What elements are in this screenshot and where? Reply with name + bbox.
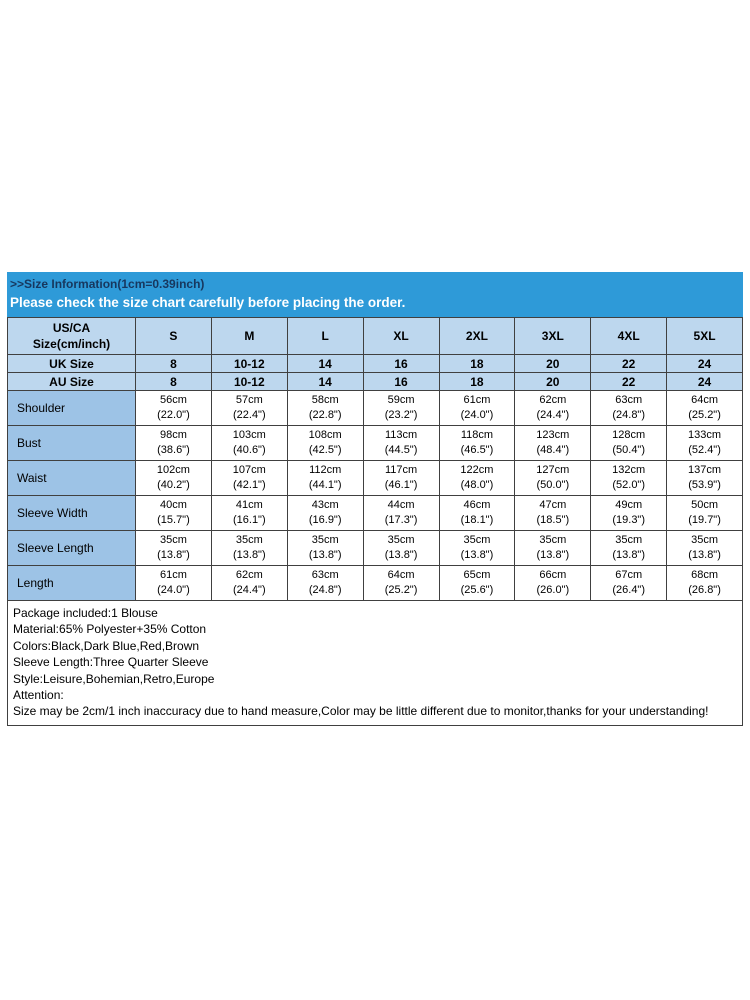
measurement-value-cell: 123cm (48.4") [515, 426, 591, 461]
measurement-label: Waist [8, 461, 136, 496]
measurement-value-cell: 43cm (16.9") [287, 496, 363, 531]
region-size-value: 24 [667, 355, 743, 373]
measurement-value-cell: 113cm (44.5") [363, 426, 439, 461]
measurement-value-cell: 68cm (26.8") [667, 566, 743, 601]
measurement-value-cell: 35cm (13.8") [211, 531, 287, 566]
measurement-value-cell: 122cm (48.0") [439, 461, 515, 496]
region-size-value: 24 [667, 373, 743, 391]
region-size-value: 22 [591, 373, 667, 391]
measurement-row [8, 496, 743, 531]
measurement-value-cell: 62cm (24.4") [515, 391, 591, 426]
region-size-value: 8 [136, 355, 212, 373]
measurement-value-cell: 62cm (24.4") [211, 566, 287, 601]
measurement-value-cell: 128cm (50.4") [591, 426, 667, 461]
size-column-header: M [211, 318, 287, 355]
measurement-value-cell: 59cm (23.2") [363, 391, 439, 426]
region-size-value: 8 [136, 373, 212, 391]
size-column-header: 5XL [667, 318, 743, 355]
measurement-value-cell: 41cm (16.1") [211, 496, 287, 531]
region-size-label: UK Size [8, 355, 136, 373]
measurement-value-cell: 108cm (42.5") [287, 426, 363, 461]
size-table [7, 317, 743, 601]
measurement-value-cell: 50cm (19.7") [667, 496, 743, 531]
measurement-value-cell: 61cm (24.0") [439, 391, 515, 426]
measurement-value-cell: 118cm (46.5") [439, 426, 515, 461]
size-column-header: XL [363, 318, 439, 355]
size-column-header: 3XL [515, 318, 591, 355]
region-size-value: 20 [515, 355, 591, 373]
measurement-label: Sleeve Length [8, 531, 136, 566]
size-header-row [8, 318, 743, 355]
measurement-value-cell: 44cm (17.3") [363, 496, 439, 531]
measurement-value-cell: 57cm (22.4") [211, 391, 287, 426]
measurement-value-cell: 35cm (13.8") [136, 531, 212, 566]
measurement-label: Shoulder [8, 391, 136, 426]
region-size-value: 20 [515, 373, 591, 391]
measurement-value-cell: 64cm (25.2") [363, 566, 439, 601]
measurement-value-cell: 35cm (13.8") [363, 531, 439, 566]
region-size-value: 14 [287, 373, 363, 391]
measurement-row [8, 566, 743, 601]
measurement-row [8, 461, 743, 496]
measurement-label: Bust [8, 426, 136, 461]
measurement-value-cell: 47cm (18.5") [515, 496, 591, 531]
attention-label: Attention: [13, 688, 64, 703]
measurement-value-cell: 132cm (52.0") [591, 461, 667, 496]
measurement-row [8, 391, 743, 426]
measurement-value-cell: 56cm (22.0") [136, 391, 212, 426]
region-size-label: AU Size [8, 373, 136, 391]
region-size-value: 16 [363, 373, 439, 391]
product-details [7, 601, 743, 726]
measurement-value-cell: 35cm (13.8") [591, 531, 667, 566]
measurement-value-cell: 63cm (24.8") [591, 391, 667, 426]
au-size-row [8, 373, 743, 391]
measurement-label: Sleeve Width [8, 496, 136, 531]
measurement-value-cell: 35cm (13.8") [439, 531, 515, 566]
size-check-warning: Please check the size chart carefully before placing the order. [10, 295, 406, 310]
size-column-header: 2XL [439, 318, 515, 355]
measurement-value-cell: 103cm (40.6") [211, 426, 287, 461]
measurement-value-cell: 133cm (52.4") [667, 426, 743, 461]
measurement-value-cell: 127cm (50.0") [515, 461, 591, 496]
disclaimer-line: Size may be 2cm/1 inch inaccuracy due to hand measure,Color may be little different due to monitor,thanks for your understanding! [13, 704, 709, 719]
measurement-row [8, 531, 743, 566]
measurement-value-cell: 98cm (38.6") [136, 426, 212, 461]
info-banner [7, 272, 743, 317]
size-column-header: S [136, 318, 212, 355]
measurement-row [8, 426, 743, 461]
measurement-value-cell: 65cm (25.6") [439, 566, 515, 601]
region-size-value: 10-12 [211, 373, 287, 391]
region-size-value: 10-12 [211, 355, 287, 373]
measurement-value-cell: 40cm (15.7") [136, 496, 212, 531]
sleeve-length-line: Sleeve Length:Three Quarter Sleeve [13, 655, 209, 670]
measurement-value-cell: 35cm (13.8") [515, 531, 591, 566]
measurement-value-cell: 66cm (26.0") [515, 566, 591, 601]
style-line: Style:Leisure,Bohemian,Retro,Europe [13, 671, 215, 686]
measurement-value-cell: 46cm (18.1") [439, 496, 515, 531]
region-size-value: 18 [439, 355, 515, 373]
region-size-value: 14 [287, 355, 363, 373]
measurement-value-cell: 58cm (22.8") [287, 391, 363, 426]
size-chart-content [7, 272, 743, 726]
region-size-value: 18 [439, 373, 515, 391]
package-included-line: Package included:1 Blouse [13, 606, 158, 620]
measurement-value-cell: 64cm (25.2") [667, 391, 743, 426]
measurement-value-cell: 112cm (44.1") [287, 461, 363, 496]
measurement-value-cell: 61cm (24.0") [136, 566, 212, 601]
measurement-value-cell: 67cm (26.4") [591, 566, 667, 601]
measurement-value-cell: 35cm (13.8") [287, 531, 363, 566]
material-line: Material:65% Polyester+35% Cotton [13, 622, 207, 637]
measurement-value-cell: 102cm (40.2") [136, 461, 212, 496]
measurement-value-cell: 107cm (42.1") [211, 461, 287, 496]
size-column-header: 4XL [591, 318, 667, 355]
measurement-value-cell: 63cm (24.8") [287, 566, 363, 601]
uk-size-row [8, 355, 743, 373]
region-size-value: 16 [363, 355, 439, 373]
measurement-label: Length [8, 566, 136, 601]
measurement-value-cell: 49cm (19.3") [591, 496, 667, 531]
corner-header: US/CA Size(cm/inch) [8, 318, 136, 355]
region-size-value: 22 [591, 355, 667, 373]
size-column-header: L [287, 318, 363, 355]
measurement-value-cell: 35cm (13.8") [667, 531, 743, 566]
measurement-value-cell: 117cm (46.1") [363, 461, 439, 496]
size-information-title: >>Size Information(1cm=0.39inch) [10, 277, 205, 291]
colors-line: Colors:Black,Dark Blue,Red,Brown [13, 638, 200, 653]
measurement-value-cell: 137cm (53.9") [667, 461, 743, 496]
